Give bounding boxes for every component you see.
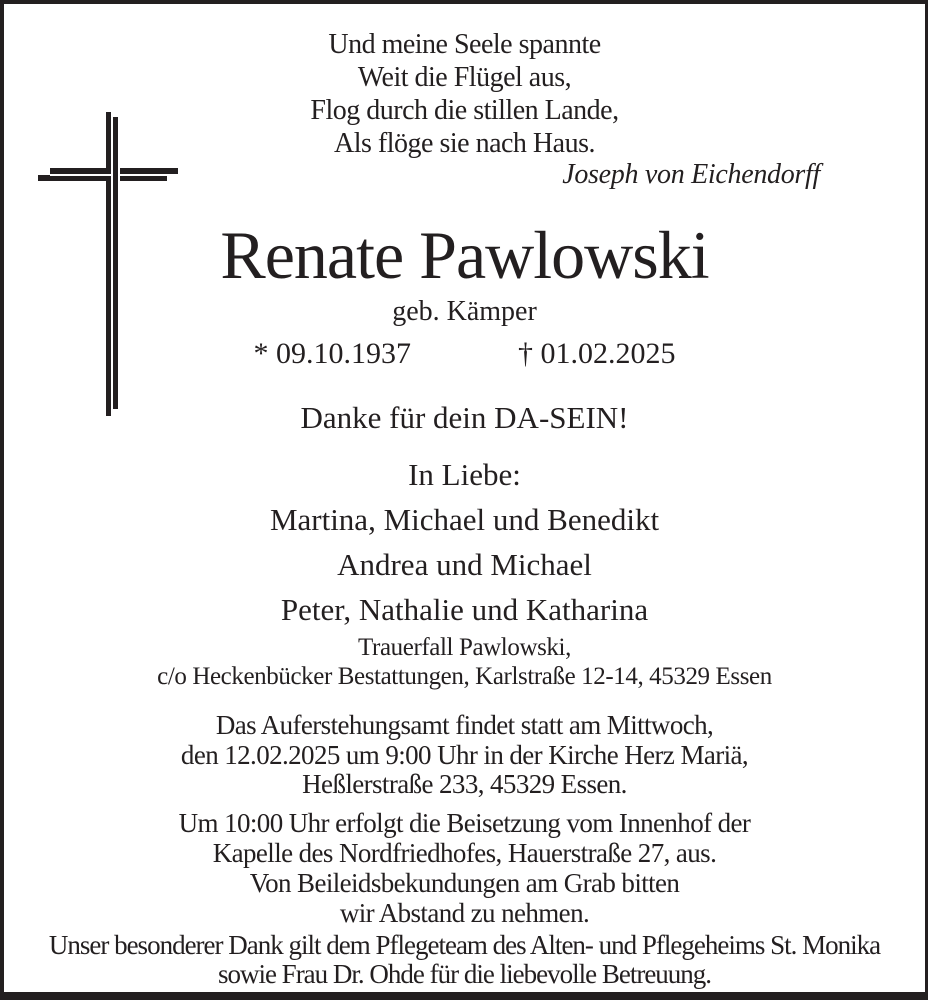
burial-line: Um 10:00 Uhr erfolgt die Beisetzung vom Innenhof der [178, 808, 751, 838]
gratitude-line: Unser besonderer Dank gilt dem Pflegeteam des Alten- und Pflegeheims St. Monika [48, 930, 881, 960]
service-block [4, 711, 925, 800]
gratitude-line: sowie Frau Dr. Ohde für die liebevolle Betreuung. [217, 959, 712, 989]
burial-line: Kapelle des Nordfriedhofes, Hauerstraße 27, aus. [212, 838, 717, 868]
thanks-line: Danke für dein DA-SEIN! [300, 400, 629, 435]
death-date: † 01.02.2025 [518, 337, 676, 370]
family-member-line: Andrea und Michael [337, 547, 592, 582]
deceased-birth-name: geb. Kämper [392, 296, 537, 327]
service-line: Heßlerstraße 233, 45329 Essen. [302, 769, 627, 799]
life-dates [4, 336, 925, 372]
poem-line: Flog durch die stillen Lande, [310, 95, 619, 126]
contact-line: c/o Heckenbücker Bestattungen, Karlstraße 12-14, 45329 Essen [157, 663, 772, 690]
service-line: Das Auferstehungsamt findet statt am Mittwoch, [215, 710, 714, 740]
family-intro: In Liebe: [408, 457, 521, 492]
contact-block [4, 633, 925, 691]
deceased-name: Renate Pawlowski [220, 217, 709, 293]
family-block [4, 452, 925, 632]
gratitude-block [4, 931, 925, 989]
poem-line: Und meine Seele spannte [328, 29, 601, 60]
poem-line: Weit die Flügel aus, [357, 62, 572, 93]
birth-date: * 09.10.1937 [253, 337, 411, 370]
burial-line: wir Abstand zu nehmen. [339, 898, 590, 928]
burial-line: Von Beileidsbekundungen am Grab bitten [249, 868, 680, 898]
poem [4, 28, 925, 160]
poem-attribution: Joseph von Eichendorff [562, 159, 820, 190]
poem-line: Als flöge sie nach Haus. [334, 128, 595, 159]
family-member-line: Peter, Nathalie und Katharina [280, 592, 649, 627]
service-line: den 12.02.2025 um 9:00 Uhr in der Kirche Herz Mariä, [180, 739, 749, 770]
burial-block [4, 808, 925, 928]
family-member-line: Martina, Michael und Benedikt [269, 502, 660, 537]
contact-line: Trauerfall Pawlowski, [358, 634, 571, 661]
